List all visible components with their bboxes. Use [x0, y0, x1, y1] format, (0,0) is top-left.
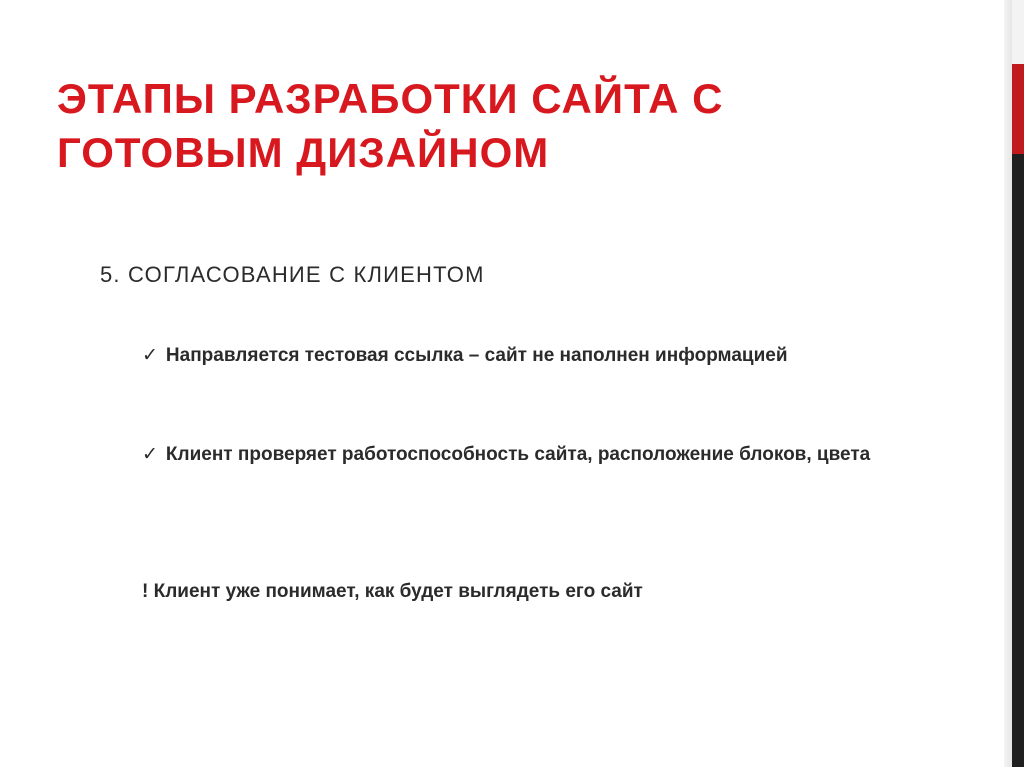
- check-icon: ✓: [142, 345, 158, 366]
- bullet-text: Направляется тестовая ссылка – сайт не наполнен информацией: [165, 345, 788, 366]
- red-accent-bar: [1012, 64, 1024, 154]
- note-text: ! Клиент уже понимает, как будет выглядеть его сайт: [142, 581, 643, 602]
- check-icon: ✓: [142, 444, 158, 465]
- bullet-item: [142, 341, 882, 370]
- bullet-item: [142, 440, 882, 469]
- section-subheading: 5. СОГЛАСОВАНИЕ С КЛИЕНТОМ: [100, 262, 485, 287]
- side-strip-top: [1012, 0, 1024, 64]
- slide-title: ЭТАПЫ РАЗРАБОТКИ САЙТА С ГОТОВЫМ ДИЗАЙНОМ: [57, 75, 724, 176]
- page-edge-shadow: [1004, 0, 1012, 767]
- bullet-text: Клиент проверяет работоспособность сайта, расположение блоков, цвета: [165, 444, 871, 465]
- dark-side-bar: [1012, 154, 1024, 767]
